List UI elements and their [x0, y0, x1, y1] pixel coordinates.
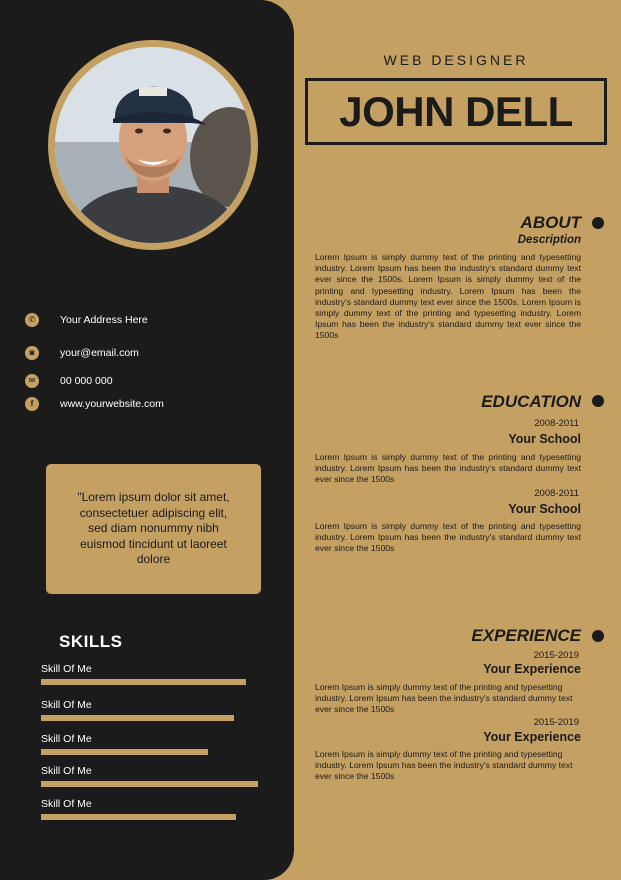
skill-bar	[41, 814, 236, 820]
address-text: Your Address Here	[60, 314, 148, 326]
education-text: Lorem Ipsum is simply dummy text of the printing and typesetting industry. Lorem Ipsum has been the industry's standard dummy text ever since the 1500s	[315, 521, 581, 554]
skill-bar	[41, 749, 208, 755]
skill-label: Skill Of Me	[41, 765, 92, 777]
sidebar	[0, 0, 294, 880]
phone-text: 00 000 000	[60, 375, 113, 387]
email-icon: ✉	[25, 374, 39, 388]
education-heading: EDUCATION	[481, 392, 581, 411]
profile-photo	[55, 47, 251, 243]
about-heading: ABOUT	[520, 213, 581, 232]
experience-text: Lorem Ipsum is simply dummy text of the printing and typesetting industry. Lorem Ipsum has been the industry's standard dummy text ever since the 1500s	[315, 682, 573, 715]
skill-item	[41, 798, 92, 810]
profile-photo-frame	[48, 40, 258, 250]
education-years: 2008-2011	[534, 488, 579, 499]
quote-box	[46, 464, 261, 594]
skill-bar	[41, 679, 246, 685]
education-years: 2008-2011	[534, 418, 579, 429]
skill-item	[41, 699, 92, 711]
job-title: WEB DESIGNER	[383, 52, 529, 68]
bullet-dot	[592, 630, 604, 642]
skills-heading: SKILLS	[59, 632, 123, 651]
skill-item	[41, 765, 92, 777]
education-text: Lorem Ipsum is simply dummy text of the printing and typesetting industry. Lorem Ipsum has been the industry's standard dummy text ever since the 1500s	[315, 452, 581, 485]
website-text[interactable]: www.yourwebsite.com	[60, 398, 164, 410]
name-box	[305, 78, 607, 145]
experience-role: Your Experience	[483, 662, 581, 676]
experience-heading: EXPERIENCE	[471, 626, 581, 645]
skill-label: Skill Of Me	[41, 798, 92, 810]
experience-years: 2015-2019	[533, 717, 579, 728]
skill-label: Skill Of Me	[41, 733, 92, 745]
quote-text: "Lorem ipsum dolor sit amet, consectetuer adipiscing elit, sed diam nonummy nibh euismod tincidunt ut laoreet dolore	[77, 490, 230, 567]
bullet-dot	[592, 395, 604, 407]
education-school: Your School	[508, 502, 581, 516]
about-subtitle: Description	[517, 234, 581, 246]
skill-item	[41, 733, 92, 745]
skill-label: Skill Of Me	[41, 663, 92, 675]
full-name: JOHN DELL	[339, 87, 573, 135]
experience-text: Lorem Ipsum is simply dummy text of the printing and typesetting industry. Lorem Ipsum has been the industry's standard dummy text ever since the 1500s	[315, 749, 573, 782]
profile-photo-illustration	[55, 47, 251, 243]
education-school: Your School	[508, 432, 581, 446]
instagram-icon: ◙	[25, 346, 39, 360]
about-text: Lorem Ipsum is simply dummy text of the printing and typesetting industry. Lorem Ipsum has been the industry's standard dummy text ever since the 1500s. Lorem Ipsum is simply dummy text of the printing and typesetting industry. Lorem Ipsum has been the industry's standard dummy text ever since the 1500s. Lorem Ipsum is simply dummy text of the printing and typesetting industry. Lorem Ipsum has been the industry's standard dummy text ever since the 1500s	[315, 252, 581, 341]
experience-role: Your Experience	[483, 730, 581, 744]
skill-bar	[41, 781, 258, 787]
skill-bar	[41, 715, 234, 721]
experience-years: 2015-2019	[533, 650, 579, 661]
bullet-dot	[592, 217, 604, 229]
skill-label: Skill Of Me	[41, 699, 92, 711]
skill-item	[41, 663, 92, 675]
facebook-icon: f	[25, 397, 39, 411]
phone-icon: ✆	[25, 313, 39, 327]
email-text[interactable]: your@email.com	[60, 347, 139, 359]
